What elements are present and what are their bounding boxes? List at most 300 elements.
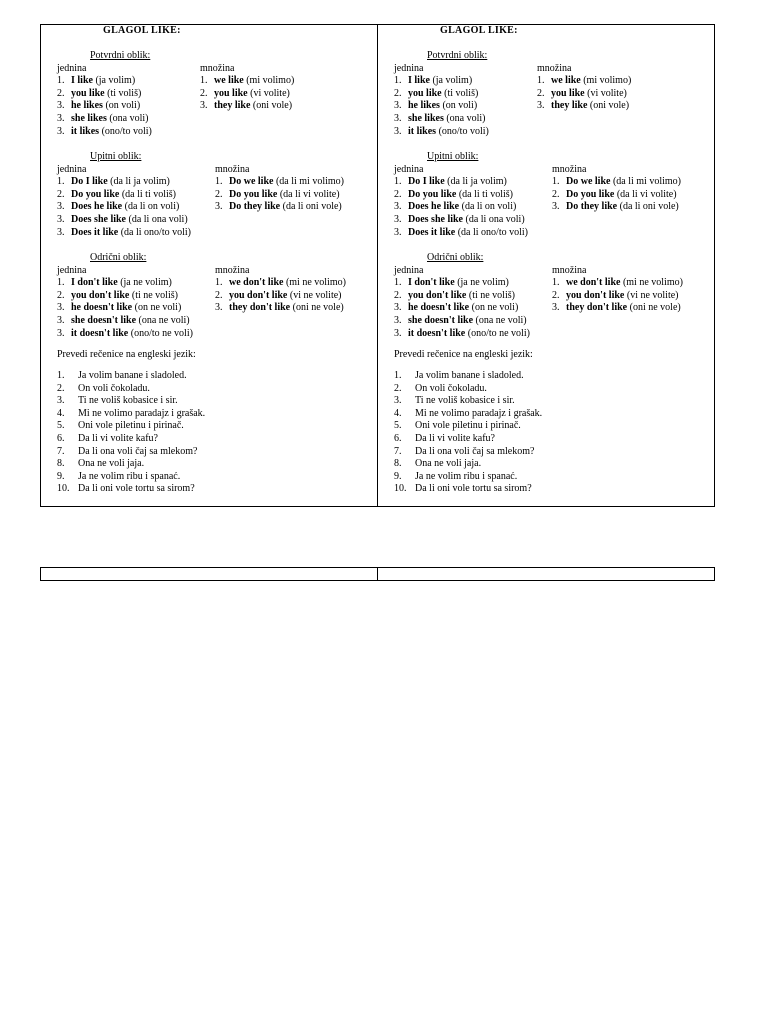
plural-column xyxy=(215,164,344,240)
serbian-translation: (oni vole) xyxy=(587,100,630,112)
exercise-sentence: Ona ne voli jaja. xyxy=(415,458,482,470)
serbian-translation: (ono/to ne voli) xyxy=(128,327,193,339)
plural-column xyxy=(200,63,294,139)
conjugation-row xyxy=(57,214,215,227)
row-number: 3. xyxy=(215,302,223,314)
exercise-number: 3. xyxy=(57,395,65,407)
exercise-sentence: On voli čokoladu. xyxy=(415,382,487,394)
singular-label: jednina xyxy=(57,163,87,175)
row-number: 3. xyxy=(57,112,65,124)
exercise-item xyxy=(394,395,542,408)
exercise-sentence: Ja volim banane i sladoled. xyxy=(78,370,187,381)
row-number: 3. xyxy=(57,201,65,213)
exercise-item xyxy=(394,408,542,421)
conjugation-row xyxy=(57,302,215,315)
row-number: 3. xyxy=(57,327,65,339)
serbian-translation: (vi volite) xyxy=(247,87,290,99)
serbian-translation: (ja volim) xyxy=(92,75,136,87)
plural-column xyxy=(215,265,346,341)
serbian-translation: (mi ne volimo) xyxy=(283,277,346,289)
english-form: you don't like xyxy=(229,289,288,301)
serbian-translation: (vi volite) xyxy=(584,87,627,99)
exercise-item xyxy=(57,408,205,421)
singular-column xyxy=(394,164,552,240)
serbian-translation: (da li ona voli) xyxy=(463,213,525,225)
conjugation-row xyxy=(394,227,552,240)
row-number: 3. xyxy=(394,213,402,225)
exercise-sentence: Ti ne voliš kobasice i sir. xyxy=(415,395,515,407)
exercise-number: 1. xyxy=(394,370,402,381)
exercise-item xyxy=(57,370,205,383)
singular-column xyxy=(394,63,537,139)
row-number: 3. xyxy=(394,314,402,326)
conjugation-row xyxy=(200,100,294,113)
section-heading: Upitni oblik: xyxy=(90,151,142,162)
exercise-sentence: Ja ne volim ribu i spanać. xyxy=(415,470,518,482)
row-number: 1. xyxy=(57,277,65,289)
row-number: 3. xyxy=(394,112,402,124)
exercise-item xyxy=(394,446,542,459)
row-number: 1. xyxy=(552,277,560,289)
empty-cell xyxy=(377,568,714,580)
plural-column xyxy=(552,164,681,240)
section-heading: Odrični oblik: xyxy=(427,252,484,263)
exercise-number: 10. xyxy=(57,483,70,495)
exercise-sentence: Da li oni vole tortu sa sirom? xyxy=(415,483,532,495)
english-form: Does she like xyxy=(408,213,463,225)
serbian-translation: (da li ja volim) xyxy=(444,176,507,188)
row-number: 1. xyxy=(394,176,402,188)
conjugation-row xyxy=(394,75,537,88)
english-form: you don't like xyxy=(71,289,130,301)
row-number: 3. xyxy=(57,314,65,326)
conjugation-row xyxy=(394,126,537,139)
exercise-sentence: Da li ona voli čaj sa mlekom? xyxy=(415,445,535,457)
exercise-number: 4. xyxy=(394,407,402,419)
conjugation-row xyxy=(57,227,215,240)
english-form: Do I like xyxy=(71,176,108,188)
exercise-number: 2. xyxy=(57,382,65,394)
serbian-translation: (ona voli) xyxy=(106,112,149,124)
conjugation-row xyxy=(57,75,200,88)
conjugation-row xyxy=(215,176,344,189)
serbian-translation: (ono/to voli) xyxy=(436,125,489,137)
row-number: 2. xyxy=(215,188,223,200)
exercise-number: 1. xyxy=(57,370,65,381)
row-number: 2. xyxy=(215,289,223,301)
english-form: you like xyxy=(214,87,248,99)
serbian-translation: (on ne voli) xyxy=(132,302,182,314)
exercise-sentence: Ja volim banane i sladoled. xyxy=(415,370,524,381)
exercise-item xyxy=(57,458,205,471)
conjugation-row xyxy=(552,277,683,290)
exercise-item xyxy=(57,433,205,446)
exercise-prompt: Prevedi rečenice na engleski jezik: xyxy=(57,349,196,360)
row-number: 2. xyxy=(552,188,560,200)
exercise-number: 9. xyxy=(394,470,402,482)
english-form: Does it like xyxy=(71,226,119,238)
exercise-sentence: Ja ne volim ribu i spanać. xyxy=(78,470,181,482)
conjugation-row xyxy=(57,277,215,290)
serbian-translation: (oni vole) xyxy=(250,100,293,112)
exercise-item xyxy=(57,420,205,433)
plural-label: množina xyxy=(552,264,587,276)
serbian-translation: (da li ona voli) xyxy=(126,213,188,225)
exercise-number: 7. xyxy=(394,445,402,457)
row-number: 3. xyxy=(394,125,402,137)
singular-label: jednina xyxy=(57,264,87,276)
english-form: we don't like xyxy=(566,277,621,289)
conjugation-row xyxy=(200,88,294,101)
row-number: 3. xyxy=(57,125,65,137)
serbian-translation: (ti ne voliš) xyxy=(466,289,515,301)
serbian-translation: (ono/to ne voli) xyxy=(465,327,530,339)
serbian-translation: (vi ne volite) xyxy=(287,289,342,301)
conjugation-row xyxy=(57,176,215,189)
exercise-number: 5. xyxy=(394,420,402,432)
row-number: 1. xyxy=(394,75,402,87)
section-heading: Odrični oblik: xyxy=(90,252,147,263)
exercise-number: 8. xyxy=(57,458,65,470)
conjugation-row xyxy=(552,302,683,315)
english-form: he doesn't like xyxy=(408,302,470,314)
conjugation-row xyxy=(394,328,552,341)
serbian-translation: (ti voliš) xyxy=(441,87,479,99)
conjugation-row xyxy=(215,290,346,303)
worksheet-title: GLAGOL LIKE: xyxy=(103,25,181,36)
conjugation-row xyxy=(57,328,215,341)
serbian-translation: (ti ne voliš) xyxy=(129,289,178,301)
english-form: they don't like xyxy=(566,302,628,314)
exercise-item xyxy=(394,471,542,484)
serbian-translation: (oni ne vole) xyxy=(290,302,344,314)
row-number: 2. xyxy=(552,289,560,301)
singular-column xyxy=(394,265,552,341)
plural-label: množina xyxy=(215,163,250,175)
row-number: 1. xyxy=(200,75,208,87)
serbian-translation: (on voli) xyxy=(102,100,141,112)
exercise-sentence: Oni vole piletinu i pirinač. xyxy=(415,420,521,432)
negative-section xyxy=(57,252,377,340)
conjugation-row xyxy=(57,315,215,328)
serbian-translation: (on voli) xyxy=(439,100,478,112)
exercise-item xyxy=(57,395,205,408)
row-number: 2. xyxy=(57,188,65,200)
english-form: I don't like xyxy=(408,277,455,289)
section-heading: Upitni oblik: xyxy=(427,151,479,162)
english-form: Do we like xyxy=(229,176,274,188)
row-number: 3. xyxy=(394,201,402,213)
conjugation-grid xyxy=(394,164,714,240)
conjugation-row xyxy=(552,290,683,303)
exercise-prompt: Prevedi rečenice na engleski jezik: xyxy=(394,349,533,360)
exercise-sentence: Da li vi volite kafu? xyxy=(415,432,495,444)
conjugation-row xyxy=(215,302,346,315)
affirmative-section xyxy=(394,50,714,138)
english-form: they don't like xyxy=(229,302,291,314)
serbian-translation: (da li on voli) xyxy=(122,201,180,213)
serbian-translation: (mi volimo) xyxy=(580,75,632,87)
conjugation-row xyxy=(200,75,294,88)
english-form: Does it like xyxy=(408,226,456,238)
english-form: he likes xyxy=(408,100,440,112)
exercise-number: 3. xyxy=(394,395,402,407)
row-number: 3. xyxy=(552,201,560,213)
serbian-translation: (on ne voli) xyxy=(469,302,519,314)
row-number: 3. xyxy=(394,327,402,339)
conjugation-row xyxy=(394,100,537,113)
row-number: 3. xyxy=(394,100,402,112)
english-form: Do you like xyxy=(408,188,457,200)
english-form: Do we like xyxy=(566,176,611,188)
exercise-sentence: Da li vi volite kafu? xyxy=(78,432,158,444)
conjugation-row xyxy=(215,201,344,214)
conjugation-grid xyxy=(394,265,714,341)
exercise-sentence: Oni vole piletinu i pirinač. xyxy=(78,420,184,432)
english-form: you don't like xyxy=(408,289,467,301)
row-number: 2. xyxy=(394,188,402,200)
conjugation-row xyxy=(552,176,681,189)
row-number: 2. xyxy=(537,87,545,99)
plural-label: množina xyxy=(537,62,572,74)
exercise-item xyxy=(394,420,542,433)
exercise-item xyxy=(57,471,205,484)
conjugation-row xyxy=(394,214,552,227)
exercise-item xyxy=(394,458,542,471)
row-number: 1. xyxy=(57,176,65,188)
serbian-translation: (da li oni vole) xyxy=(280,201,342,213)
serbian-translation: (ja ne volim) xyxy=(454,277,509,289)
conjugation-row xyxy=(57,126,200,139)
english-form: Does she like xyxy=(71,213,126,225)
empty-cell xyxy=(41,568,377,580)
exercise-sentence: Mi ne volimo paradajz i grašak. xyxy=(78,407,206,419)
plural-label: množina xyxy=(552,163,587,175)
exercise-item xyxy=(57,446,205,459)
serbian-translation: (ona ne voli) xyxy=(473,314,527,326)
serbian-translation: (da li mi volimo) xyxy=(610,176,681,188)
exercise-sentence: Da li ona voli čaj sa mlekom? xyxy=(78,445,198,457)
conjugation-row xyxy=(215,277,346,290)
singular-label: jednina xyxy=(57,62,87,74)
row-number: 3. xyxy=(394,302,402,314)
singular-label: jednina xyxy=(394,163,424,175)
exercise-item xyxy=(57,483,205,496)
exercise-sentence: Mi ne volimo paradajz i grašak. xyxy=(415,407,543,419)
conjugation-grid xyxy=(394,63,714,139)
conjugation-row xyxy=(57,189,215,202)
conjugation-grid xyxy=(57,265,377,341)
row-number: 1. xyxy=(215,176,223,188)
serbian-translation: (vi ne volite) xyxy=(624,289,679,301)
english-form: Does he like xyxy=(408,201,460,213)
english-form: we like xyxy=(214,75,244,87)
conjugation-row xyxy=(57,290,215,303)
conjugation-row xyxy=(552,189,681,202)
conjugation-row xyxy=(215,189,344,202)
conjugation-row xyxy=(552,201,681,214)
worksheet-table xyxy=(40,24,715,507)
conjugation-row xyxy=(537,75,631,88)
conjugation-row xyxy=(394,201,552,214)
exercise-item xyxy=(394,433,542,446)
english-form: he likes xyxy=(71,100,103,112)
singular-column xyxy=(57,63,200,139)
row-number: 2. xyxy=(200,87,208,99)
row-number: 3. xyxy=(394,226,402,238)
english-form: it doesn't like xyxy=(71,327,129,339)
serbian-translation: (da li ono/to voli) xyxy=(118,226,191,238)
english-form: she doesn't like xyxy=(408,314,474,326)
english-form: Do they like xyxy=(229,201,281,213)
section-heading: Potvrdni oblik: xyxy=(427,50,488,61)
english-form: I like xyxy=(408,75,430,87)
english-form: they like xyxy=(551,100,588,112)
exercise-sentence: On voli čokoladu. xyxy=(78,382,150,394)
exercise-sentence: Ti ne voliš kobasice i sir. xyxy=(78,395,178,407)
exercise-number: 7. xyxy=(57,445,65,457)
exercise-item xyxy=(57,383,205,396)
serbian-translation: (da li vi volite) xyxy=(277,188,340,200)
plural-column xyxy=(537,63,631,139)
english-form: she likes xyxy=(71,112,107,124)
serbian-translation: (ja volim) xyxy=(429,75,473,87)
exercise-number: 6. xyxy=(57,432,65,444)
serbian-translation: (da li ono/to voli) xyxy=(455,226,528,238)
conjugation-row xyxy=(57,113,200,126)
conjugation-row xyxy=(57,201,215,214)
row-number: 3. xyxy=(57,302,65,314)
serbian-translation: (ono/to voli) xyxy=(99,125,152,137)
singular-label: jednina xyxy=(394,264,424,276)
english-form: Do they like xyxy=(566,201,618,213)
english-form: it likes xyxy=(71,125,100,137)
exercise-list xyxy=(57,370,205,496)
exercise-item xyxy=(394,370,542,383)
conjugation-row xyxy=(394,290,552,303)
negative-section xyxy=(394,252,714,340)
english-form: Do you like xyxy=(71,188,120,200)
serbian-translation: (ti voliš) xyxy=(104,87,142,99)
row-number: 3. xyxy=(537,100,545,112)
exercise-item xyxy=(394,483,542,496)
conjugation-row xyxy=(394,302,552,315)
singular-column xyxy=(57,265,215,341)
serbian-translation: (da li ti voliš) xyxy=(456,188,514,200)
english-form: we like xyxy=(551,75,581,87)
serbian-translation: (da li mi volimo) xyxy=(273,176,344,188)
row-number: 1. xyxy=(215,277,223,289)
exercise-number: 6. xyxy=(394,432,402,444)
conjugation-row xyxy=(394,176,552,189)
exercise-number: 9. xyxy=(57,470,65,482)
english-form: it doesn't like xyxy=(408,327,466,339)
exercise-list xyxy=(394,370,542,496)
conjugation-grid xyxy=(57,63,377,139)
english-form: we don't like xyxy=(229,277,284,289)
row-number: 2. xyxy=(394,289,402,301)
english-form: he doesn't like xyxy=(71,302,133,314)
row-number: 3. xyxy=(200,100,208,112)
serbian-translation: (mi ne volimo) xyxy=(620,277,683,289)
english-form: they like xyxy=(214,100,251,112)
exercise-sentence: Ona ne voli jaja. xyxy=(78,458,145,470)
row-number: 3. xyxy=(57,213,65,225)
serbian-translation: (da li oni vole) xyxy=(617,201,679,213)
english-form: she doesn't like xyxy=(71,314,137,326)
worksheet-copy xyxy=(377,25,714,506)
english-form: I don't like xyxy=(71,277,118,289)
interrogative-section xyxy=(57,151,377,239)
row-number: 3. xyxy=(57,100,65,112)
plural-column xyxy=(552,265,683,341)
serbian-translation: (oni ne vole) xyxy=(627,302,681,314)
english-form: it likes xyxy=(408,125,437,137)
conjugation-row xyxy=(57,100,200,113)
row-number: 1. xyxy=(394,277,402,289)
conjugation-row xyxy=(57,88,200,101)
conjugation-row xyxy=(394,88,537,101)
singular-column xyxy=(57,164,215,240)
english-form: Do you like xyxy=(566,188,615,200)
english-form: you don't like xyxy=(566,289,625,301)
row-number: 2. xyxy=(57,289,65,301)
worksheet-title: GLAGOL LIKE: xyxy=(440,25,518,36)
empty-table-row xyxy=(40,567,715,581)
exercise-item xyxy=(394,383,542,396)
conjugation-row xyxy=(537,100,631,113)
english-form: I like xyxy=(71,75,93,87)
row-number: 1. xyxy=(537,75,545,87)
conjugation-row xyxy=(394,277,552,290)
affirmative-section xyxy=(57,50,377,138)
exercise-number: 5. xyxy=(57,420,65,432)
conjugation-row xyxy=(537,88,631,101)
singular-label: jednina xyxy=(394,62,424,74)
row-number: 3. xyxy=(215,201,223,213)
worksheet-copy xyxy=(41,25,377,506)
serbian-translation: (da li vi volite) xyxy=(614,188,677,200)
row-number: 3. xyxy=(57,226,65,238)
serbian-translation: (ona voli) xyxy=(443,112,486,124)
english-form: Does he like xyxy=(71,201,123,213)
exercise-number: 10. xyxy=(394,483,407,495)
serbian-translation: (da li on voli) xyxy=(459,201,517,213)
row-number: 1. xyxy=(552,176,560,188)
exercise-number: 4. xyxy=(57,407,65,419)
row-number: 2. xyxy=(57,87,65,99)
conjugation-row xyxy=(394,315,552,328)
conjugation-grid xyxy=(57,164,377,240)
serbian-translation: (ona ne voli) xyxy=(136,314,190,326)
plural-label: množina xyxy=(215,264,250,276)
row-number: 3. xyxy=(552,302,560,314)
english-form: Do I like xyxy=(408,176,445,188)
english-form: Do you like xyxy=(229,188,278,200)
interrogative-section xyxy=(394,151,714,239)
exercise-number: 2. xyxy=(394,382,402,394)
row-number: 2. xyxy=(394,87,402,99)
serbian-translation: (da li ja volim) xyxy=(107,176,170,188)
conjugation-row xyxy=(394,113,537,126)
serbian-translation: (da li ti voliš) xyxy=(119,188,177,200)
exercise-number: 8. xyxy=(394,458,402,470)
serbian-translation: (mi volimo) xyxy=(243,75,295,87)
exercise-sentence: Da li oni vole tortu sa sirom? xyxy=(78,483,195,495)
conjugation-row xyxy=(394,189,552,202)
english-form: you like xyxy=(408,87,442,99)
english-form: she likes xyxy=(408,112,444,124)
